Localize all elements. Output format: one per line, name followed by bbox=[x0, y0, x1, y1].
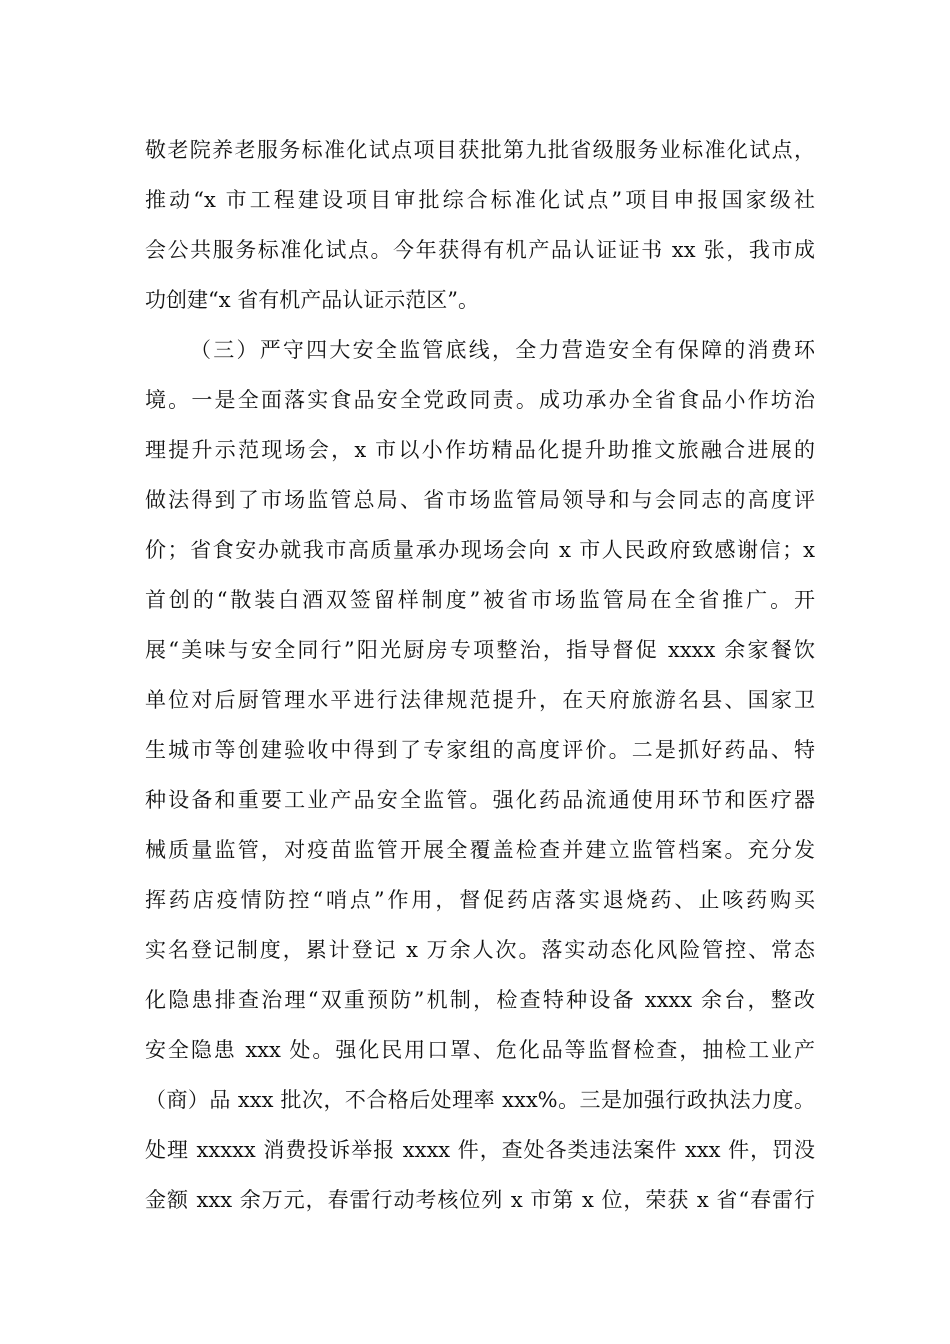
text-line: 挥药店疫情防控“哨点”作用，督促药店落实退烧药、止咳药购买 bbox=[145, 888, 815, 912]
text-line: 金额 xxx 余万元，春雷行动考核位列 x 市第 x 位，荣获 x 省“春雷行 bbox=[145, 1188, 815, 1212]
text-line: 安全隐患 xxx 处。强化民用口罩、危化品等监督检查，抽检工业产 bbox=[145, 1038, 815, 1062]
text-line: 功创建“x 省有机产品认证示范区”。 bbox=[145, 288, 479, 312]
text-line: 推动“x 市工程建设项目审批综合标准化试点”项目申报国家级社 bbox=[145, 188, 815, 212]
text-line: 械质量监管，对疫苗监管开展全覆盖检查并建立监管档案。充分发 bbox=[145, 838, 815, 862]
text-line: 种设备和重要工业产品安全监管。强化药品流通使用环节和医疗器 bbox=[145, 788, 815, 812]
text-line: 处理 xxxxx 消费投诉举报 xxxx 件，查处各类违法案件 xxx 件，罚没 bbox=[145, 1138, 815, 1162]
text-line: 理提升示范现场会，x 市以小作坊精品化提升助推文旅融合进展的 bbox=[145, 438, 815, 462]
text-line: 实名登记制度，累计登记 x 万余人次。落实动态化风险管控、常态 bbox=[145, 938, 815, 962]
text-line: 会公共服务标准化试点。今年获得有机产品认证证书 xx 张，我市成 bbox=[145, 238, 815, 262]
text-line: 化隐患排查治理“双重预防”机制，检查特种设备 xxxx 余台，整改 bbox=[145, 988, 815, 1012]
text-line: 单位对后厨管理水平进行法律规范提升，在天府旅游名县、国家卫 bbox=[145, 688, 815, 712]
text-line: （商）品 xxx 批次，不合格后处理率 xxx%。三是加强行政执法力度。 bbox=[145, 1088, 815, 1112]
text-line: （三）严守四大安全监管底线，全力营造安全有保障的消费环 bbox=[190, 338, 815, 362]
text-line: 生城市等创建验收中得到了专家组的高度评价。二是抓好药品、特 bbox=[145, 738, 815, 762]
text-line: 价；省食安办就我市高质量承办现场会向 x 市人民政府致感谢信；x bbox=[145, 538, 815, 562]
text-line: 境。一是全面落实食品安全党政同责。成功承办全省食品小作坊治 bbox=[145, 388, 815, 412]
text-line: 展“美味与安全同行”阳光厨房专项整治，指导督促 xxxx 余家餐饮 bbox=[145, 638, 815, 662]
text-line: 敬老院养老服务标准化试点项目获批第九批省级服务业标准化试点， bbox=[145, 138, 815, 162]
text-line: 首创的“散装白酒双签留样制度”被省市场监管局在全省推广。开 bbox=[145, 588, 815, 612]
text-line: 做法得到了市场监管总局、省市场监管局领导和与会同志的高度评 bbox=[145, 488, 815, 512]
